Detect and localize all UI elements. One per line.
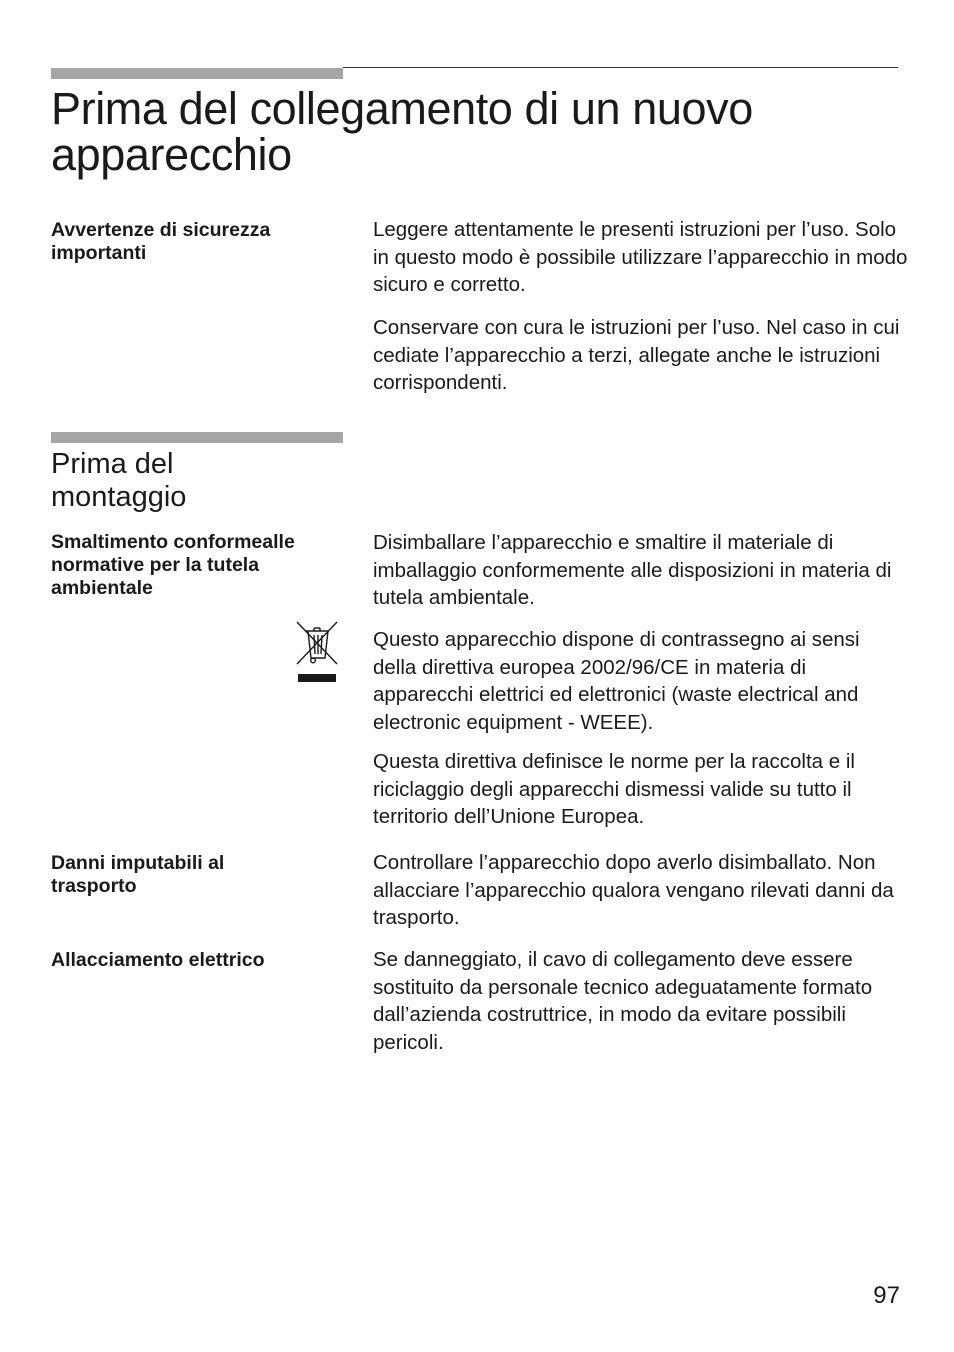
disposal-paragraph-1: Disimballare l’apparecchio e smaltire il materiale di imballaggio conformemente alle disposizioni in materia di tutela ambientale.: [373, 531, 892, 609]
disposal-paragraph-3: Questa direttiva definisce le norme per la raccolta e il riciclaggio degli apparecchi dismessi valide su tutto il territorio dell’Unione Europea.: [373, 750, 855, 828]
transport-paragraph: Controllare l’apparecchio dopo averlo disimballato. Non allacciare l’apparecchio qualora vengano rilevati danni da trasporto.: [373, 851, 894, 929]
safety-label: Avvertenze di sicurezza importanti: [51, 219, 271, 264]
electrical-label: Allacciamento elettrico: [51, 949, 265, 971]
transport-label: Danni imputabili al trasporto: [51, 852, 225, 897]
electrical-paragraph: Se danneggiato, il cavo di collegamento deve essere sostituito da personale tecnico adeguatamente formato dall’azienda costruttrice, in modo da evitare possibili pericoli.: [373, 948, 873, 1054]
page-number: 97: [873, 1282, 900, 1309]
page-title: Prima del collegamento di un nuovo apparecchio: [51, 83, 753, 180]
section-heading: Prima del montaggio: [51, 448, 187, 513]
crossed-out-wheelie-bin-icon: [294, 620, 340, 686]
header-bar: [51, 68, 343, 79]
safety-paragraph-2: Conservare con cura le istruzioni per l’uso. Nel caso in cui cediate l’apparecchio a terzi, allegate anche le istruzioni corrispondenti.: [373, 316, 900, 394]
disposal-paragraph-2: Questo apparecchio dispone di contrassegno ai sensi della direttiva europea 2002/96/CE in materia di apparecchi elettrici ed elettronici (waste electrical and electronic equipment - WEEE).: [373, 628, 860, 734]
safety-paragraph-1: Leggere attentamente le presenti istruzioni per l’uso. Solo in questo modo è possibile utilizzare l’apparecchio in modo sicuro e corretto.: [373, 218, 908, 296]
section-bar: [51, 432, 343, 443]
disposal-label: Smaltimento conformealle normative per la tutela ambientale: [51, 531, 295, 599]
header-rule: [343, 67, 898, 68]
